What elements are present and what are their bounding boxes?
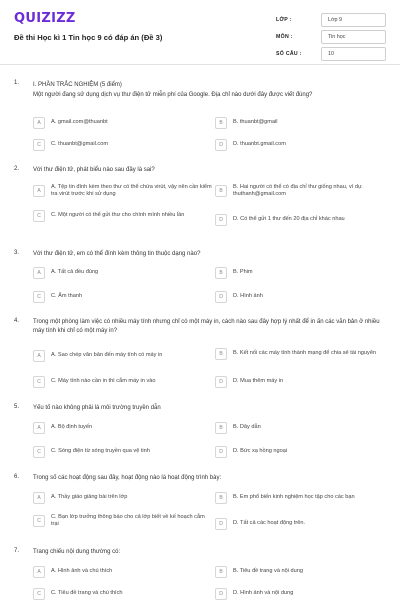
option-text: A. Thầy giáo giảng bài trên lớp bbox=[51, 494, 128, 501]
option-c[interactable] bbox=[33, 210, 213, 222]
question-count-value-field: 10 bbox=[321, 47, 386, 61]
option-b[interactable] bbox=[215, 422, 390, 434]
option-d[interactable] bbox=[215, 518, 390, 530]
subject-label: MÔN : bbox=[276, 33, 293, 40]
option-text: D. Bức xạ hồng ngoại bbox=[233, 448, 288, 455]
option-letter: A bbox=[33, 350, 45, 362]
option-a[interactable] bbox=[33, 184, 213, 198]
option-c[interactable] bbox=[33, 376, 213, 388]
option-letter: A bbox=[33, 566, 45, 578]
option-b[interactable] bbox=[215, 348, 390, 360]
option-text: C. Máy tính nào cần in thì cắm máy in vào bbox=[51, 378, 156, 385]
option-text: B. Kết nối các máy tính thành mạng để chia sẻ tài nguyên bbox=[233, 350, 377, 357]
option-letter: C bbox=[33, 139, 45, 151]
meta-count-row bbox=[276, 46, 386, 61]
question-text: Với thư điện tử, em có thể đính kèm thông tin thuộc dạng nào? bbox=[33, 251, 201, 257]
option-a[interactable] bbox=[33, 566, 213, 578]
question-number: 2. bbox=[14, 166, 20, 172]
option-text: B. Em phổ biến kinh nghiệm học tập cho các bạn bbox=[233, 494, 355, 501]
option-letter: B bbox=[215, 566, 227, 578]
option-letter: C bbox=[33, 210, 45, 222]
question-number: 1. bbox=[14, 80, 20, 86]
option-letter: B bbox=[215, 117, 227, 129]
question-text: Yếu tố nào không phải là môi trường truyền dẫn bbox=[33, 405, 161, 411]
option-letter: C bbox=[33, 446, 45, 458]
question-text: Với thư điện tử, phát biểu nào sau đây là sai? bbox=[33, 167, 155, 173]
option-d[interactable] bbox=[215, 376, 390, 388]
option-text: C. Bạn lớp trưởng thông báo cho cả lớp biết về kế hoạch cắm trại bbox=[51, 514, 205, 528]
meta-fields bbox=[276, 12, 386, 63]
option-letter: A bbox=[33, 117, 45, 129]
option-letter: C bbox=[33, 588, 45, 600]
option-a[interactable] bbox=[33, 117, 213, 129]
option-c[interactable] bbox=[33, 514, 213, 528]
option-c[interactable] bbox=[33, 588, 213, 600]
option-d[interactable] bbox=[215, 139, 390, 151]
option-text: B. Phim bbox=[233, 269, 253, 276]
option-letter: A bbox=[33, 422, 45, 434]
class-value-field: Lớp 9 bbox=[321, 13, 386, 27]
worksheet-title: Đề thi Học kì 1 Tin học 9 có đáp án (Đề 3) bbox=[14, 33, 163, 42]
option-letter: B bbox=[215, 267, 227, 279]
option-text: C. thuanbt@gmail.com bbox=[51, 141, 108, 148]
question-number: 3. bbox=[14, 250, 20, 256]
option-text: D. thuanbt.gmail.com bbox=[233, 141, 286, 148]
question-number: 5. bbox=[14, 404, 20, 410]
option-letter: B bbox=[215, 185, 227, 197]
option-c[interactable] bbox=[33, 446, 213, 458]
option-d[interactable] bbox=[215, 446, 390, 458]
option-text: B. Hai người có thể có địa chỉ thư giống nhau, ví dụ: thuthanh@gmail.com bbox=[233, 184, 363, 198]
option-letter: D bbox=[215, 291, 227, 303]
option-a[interactable] bbox=[33, 350, 213, 362]
option-c[interactable] bbox=[33, 139, 213, 151]
option-text: B. Dây dẫn bbox=[233, 424, 261, 431]
option-text: D. Có thể gửi 1 thư đến 20 địa chỉ khác nhau bbox=[233, 216, 345, 223]
option-letter: A bbox=[33, 267, 45, 279]
question-text: Trong số các hoạt động sau đây, hoạt động nào là hoạt động trình bày: bbox=[33, 475, 222, 481]
option-letter: B bbox=[215, 492, 227, 504]
option-a[interactable] bbox=[33, 267, 213, 279]
option-text: A. Tệp tin đính kèm theo thư có thể chứa virút, vậy nên cần kiểm tra virút trước khi sử dụng bbox=[51, 184, 212, 198]
option-text: C. Một người có thể gửi thư cho chính mình nhiều lần bbox=[51, 212, 185, 219]
option-a[interactable] bbox=[33, 492, 213, 504]
option-text: C. Âm thanh bbox=[51, 293, 83, 300]
option-b[interactable] bbox=[215, 184, 390, 198]
option-letter: D bbox=[215, 446, 227, 458]
option-text: A. gmail.com@thuanbt bbox=[51, 119, 108, 126]
option-a[interactable] bbox=[33, 422, 213, 434]
option-letter: C bbox=[33, 515, 45, 527]
option-text: B. Tiêu đề trang và nội dung bbox=[233, 568, 303, 575]
option-b[interactable] bbox=[215, 267, 390, 279]
subject-value-field: Tin học bbox=[321, 30, 386, 44]
class-label: LỚP : bbox=[276, 16, 292, 23]
option-c[interactable] bbox=[33, 291, 213, 303]
option-text: D. Mua thêm máy in bbox=[233, 378, 284, 385]
option-text: C. Tiêu đề trang và chú thích bbox=[51, 590, 123, 597]
option-letter: C bbox=[33, 291, 45, 303]
question-text: Trang chiếu nội dung thường có: bbox=[33, 549, 121, 555]
question-text: I. PHẦN TRẮC NGHIỆM (5 điểm) Một người đang sử dụng dịch vụ thư điện tử miễn phí của Google. Địa chỉ nào dưới đây được viết đúng? bbox=[33, 82, 313, 98]
option-text: A. Sao chép văn bản đến máy tính có máy in bbox=[51, 352, 163, 359]
header-divider bbox=[0, 64, 400, 65]
option-letter: A bbox=[33, 492, 45, 504]
option-text: A. Tất cả đều đúng bbox=[51, 269, 99, 276]
option-d[interactable] bbox=[215, 291, 390, 303]
option-letter: B bbox=[215, 348, 227, 360]
question-number: 6. bbox=[14, 474, 20, 480]
option-letter: D bbox=[215, 139, 227, 151]
option-letter: D bbox=[215, 214, 227, 226]
option-text: A. Bộ định tuyến bbox=[51, 424, 93, 431]
option-letter: D bbox=[215, 518, 227, 530]
question-number: 7. bbox=[14, 548, 20, 554]
option-letter: D bbox=[215, 376, 227, 388]
option-letter: B bbox=[215, 422, 227, 434]
question-number: 4. bbox=[14, 318, 20, 324]
option-text: D. Hình ảnh bbox=[233, 293, 263, 300]
question-text: Trong một phòng làm việc có nhiều máy tính nhưng chỉ có một máy in, cách nào sau đây hợp lý nhất để in ấn các văn bản ở nhiều máy tính khi chỉ có một máy in? bbox=[33, 319, 380, 334]
option-letter: A bbox=[33, 185, 45, 197]
option-b[interactable] bbox=[215, 492, 390, 504]
option-d[interactable] bbox=[215, 588, 390, 600]
option-text: D. Tất cả các hoạt động trên. bbox=[233, 520, 306, 527]
quizizz-logo: QUIZIZZ bbox=[14, 11, 76, 26]
option-text: A. Hình ảnh và chú thích bbox=[51, 568, 113, 575]
meta-class-row bbox=[276, 12, 386, 27]
question-count-label: SỐ CÂU : bbox=[276, 50, 302, 57]
option-b[interactable] bbox=[215, 117, 390, 129]
option-text: C. Sóng điện từ sóng truyền qua vệ tinh bbox=[51, 448, 150, 455]
option-d[interactable] bbox=[215, 214, 390, 226]
option-text: B. thuanbt@gmail bbox=[233, 119, 278, 126]
option-text: D. Hình ảnh và nội dung bbox=[233, 590, 294, 597]
worksheet-header bbox=[0, 0, 400, 64]
option-b[interactable] bbox=[215, 566, 390, 578]
meta-subject-row bbox=[276, 29, 386, 44]
option-letter: C bbox=[33, 376, 45, 388]
option-letter: D bbox=[215, 588, 227, 600]
